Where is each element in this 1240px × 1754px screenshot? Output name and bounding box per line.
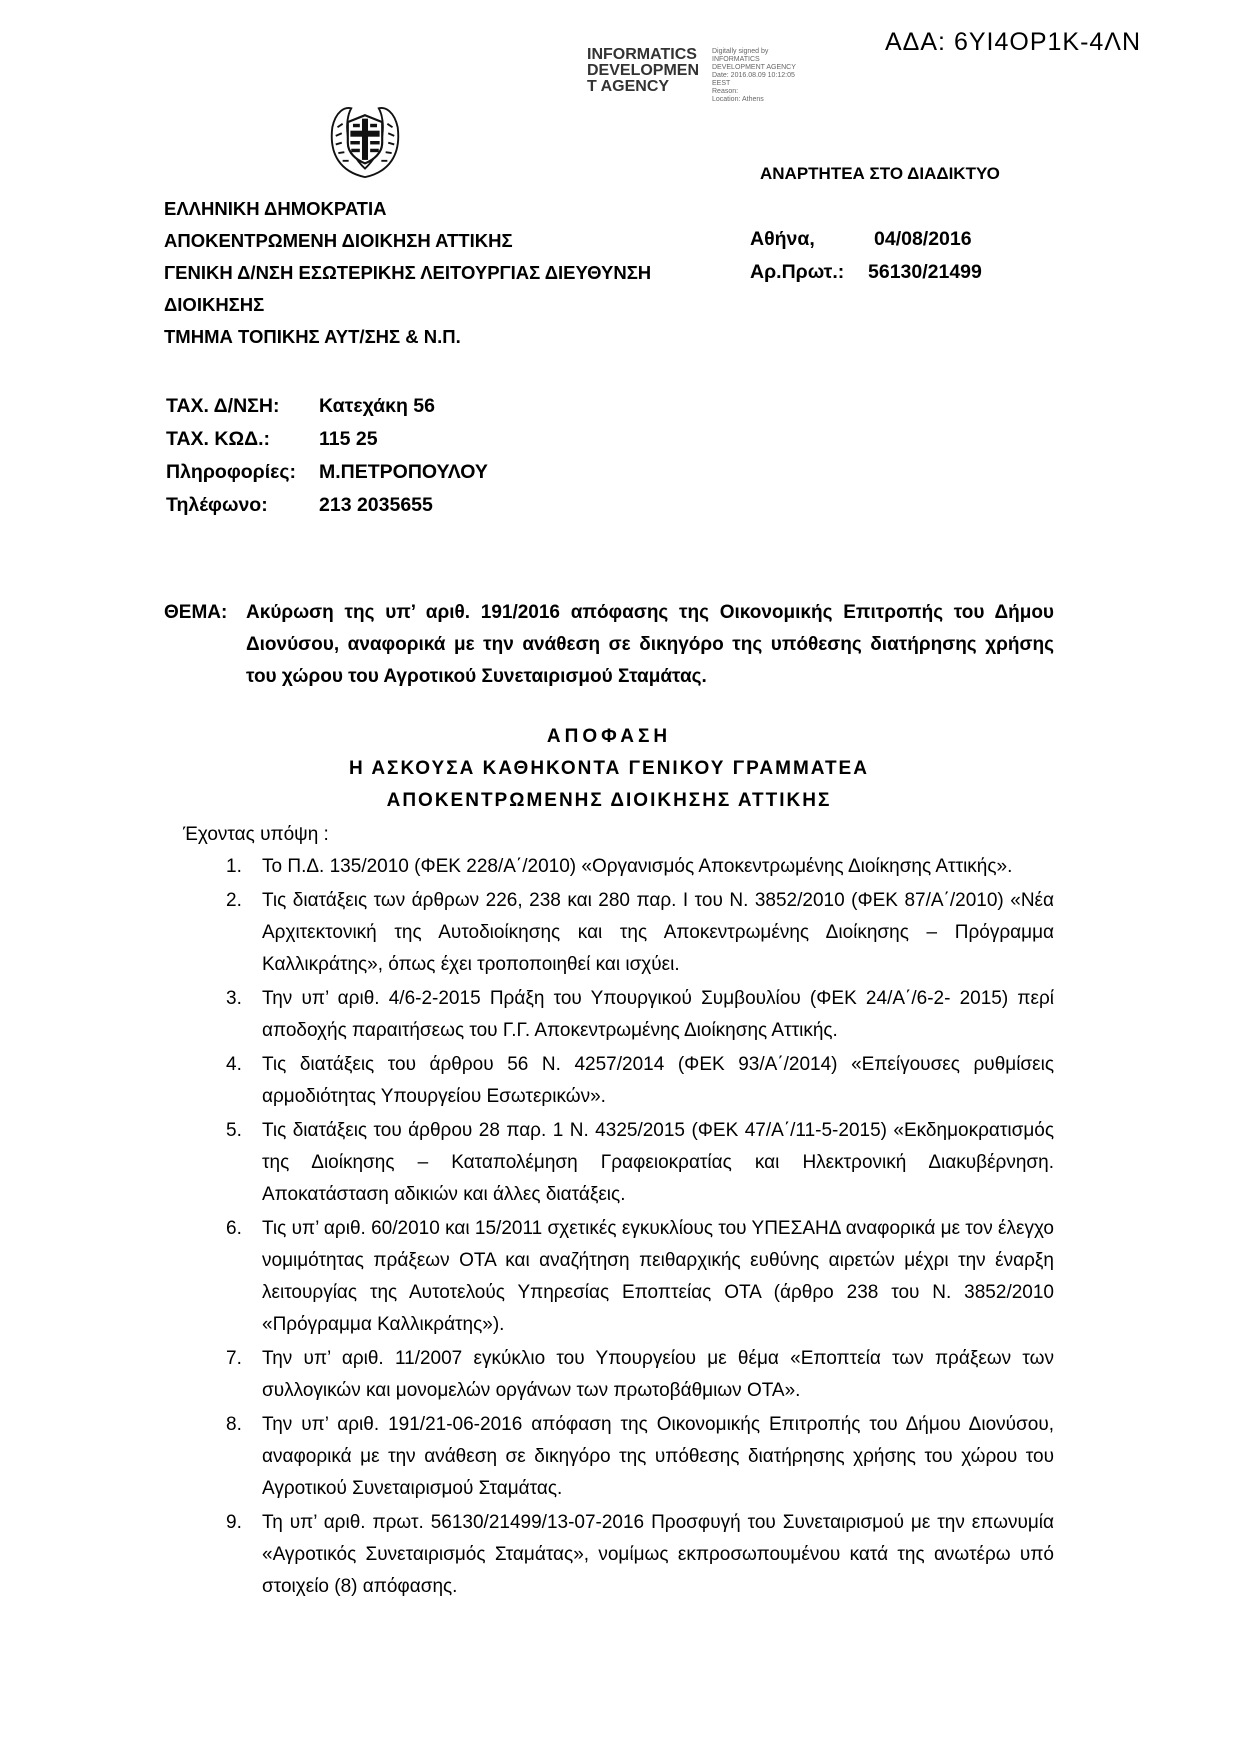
- signature-detail-line: Location: Athens: [712, 96, 764, 103]
- signature-detail-line: INFORMATICS: [712, 56, 760, 63]
- document-date: 04/08/2016: [874, 228, 972, 250]
- signature-detail-line: Digitally signed by: [712, 48, 769, 55]
- considerations-intro: Έχοντας υπόψη :: [183, 824, 329, 845]
- list-item-number: 3.: [226, 988, 242, 1009]
- list-item: [164, 1213, 1054, 1341]
- list-item: [164, 1115, 1054, 1211]
- contact-label: Πληροφορίες:: [166, 461, 297, 483]
- contact-value: 115 25: [319, 428, 378, 450]
- list-item-text: Τις διατάξεις του άρθρου 56 Ν. 4257/2014 (ΦΕΚ 93/Α΄/2014) «Επείγουσες ρυθμίσεις αρμοδιότητας Υπουργείου Εσωτερικών».: [262, 1054, 1054, 1107]
- contact-label: ΤΑΧ. ΚΩΔ.:: [166, 428, 271, 450]
- subject-block: [164, 597, 1054, 693]
- contact-value: 213 2035655: [319, 494, 433, 516]
- signature-agency-line: T AGENCY: [587, 78, 670, 95]
- list-item: [164, 983, 1054, 1047]
- list-item-number: 4.: [226, 1054, 242, 1075]
- list-item-text: Την υπ’ αριθ. 11/2007 εγκύκλιο του Υπουργείου με θέμα «Εποπτεία των πράξεων των συλλογικών και μονομελών οργάνων των πρωτοβάθμιων ΟΤΑ».: [262, 1348, 1054, 1401]
- list-item-text: Τις υπ’ αριθ. 60/2010 και 15/2011 σχετικές εγκυκλίους του ΥΠΕΣΑΗΔ αναφορικά με τον έλεγχο νομιμότητας πράξεων ΟΤΑ και αναζήτηση πειθαρχικής ευθύνης αιρετών μέχρι την έναρξη λειτουργίας της Αυτοτελούς Υπηρεσίας Εποπτείας ΟΤΑ (άρθρο 238 του Ν. 3852/2010 «Πρόγραμμα Καλλικράτης»).: [262, 1218, 1054, 1335]
- list-item: [164, 885, 1054, 981]
- decision-heading-line: Η ΑΣΚΟΥΣΑ ΚΑΘΗΚΟΝΤΑ ΓΕΝΙΚΟΥ ΓΡΑΜΜΑΤΕΑ: [349, 758, 869, 779]
- org-line: ΤΜΗΜΑ ΤΟΠΙΚΗΣ ΑΥΤ/ΣΗΣ & Ν.Π.: [164, 326, 461, 347]
- contact-row: [166, 489, 433, 522]
- org-line: ΔΙΟΙΚΗΣΗΣ: [164, 294, 265, 315]
- signature-detail-line: Date: 2016.08.09 10:12:05: [712, 72, 795, 79]
- considerations-list: [164, 851, 1054, 1605]
- protocol-label: Αρ.Πρωτ.:: [750, 261, 845, 283]
- signature-agency: [587, 47, 699, 95]
- contact-value: Μ.ΠΕΤΡΟΠΟΥΛΟΥ: [319, 461, 488, 483]
- list-item-text: Τις διατάξεις των άρθρων 226, 238 και 280 παρ. Ι του Ν. 3852/2010 (ΦΕΚ 87/Α΄/2010) «Νέα Αρχιτεκτονική της Αυτοδιοίκησης και της Αποκεντρωμένης Διοίκησης – Πρόγραμμα Καλλικράτης», όπως έχει τροποποιηθεί και ισχύει.: [262, 890, 1054, 975]
- decision-heading-line: ΑΠΟΚΕΝΤΡΩΜΕΝΗΣ ΔΙΟΙΚΗΣΗΣ ΑΤΤΙΚΗΣ: [386, 790, 832, 811]
- signature-detail: [712, 48, 796, 104]
- list-item-number: 6.: [226, 1218, 242, 1239]
- list-item-text: Τη υπ’ αριθ. πρωτ. 56130/21499/13-07-2016 Προσφυγή του Συνεταιρισμού με την επωνυμία «Αγροτικός Συνεταιρισμός Σταμάτας», νομίμως εκπροσωπουμένου κατά της ανωτέρω υπό στοιχείο (8) απόφασης.: [262, 1512, 1054, 1597]
- contact-value: Κατεχάκη 56: [319, 395, 435, 417]
- list-item-number: 2.: [226, 890, 242, 911]
- post-online-label: ΑΝΑΡΤΗΤΕΑ ΣΤΟ ΔΙΑΔΙΚΤΥΟ: [760, 164, 1000, 183]
- signature-detail-line: Reason:: [712, 88, 739, 95]
- contact-block: [166, 390, 488, 522]
- signature-detail-line: EEST: [712, 80, 731, 87]
- decision-title: ΑΠΟΦΑΣΗ: [546, 726, 672, 747]
- signature-agency-line: INFORMATICS: [587, 46, 697, 63]
- list-item-text: Την υπ’ αριθ. 191/21-06-2016 απόφαση της Οικονομικής Επιτροπής του Δήμου Διονύσου, αναφορικά με την ανάθεση σε δικηγόρο της υπόθεσης διατήρησης χρήσης του χώρου του Αγροτικού Συνεταιρισμού Σταμάτας.: [262, 1414, 1054, 1499]
- organization-block: [164, 193, 651, 353]
- contact-row: [166, 390, 435, 423]
- signature-detail-line: DEVELOPMENT AGENCY: [712, 64, 796, 71]
- contact-row: [166, 456, 488, 489]
- list-item-number: 5.: [226, 1120, 242, 1141]
- list-item-text: Την υπ’ αριθ. 4/6-2-2015 Πράξη του Υπουργικού Συμβουλίου (ΦΕΚ 24/Α΄/6-2- 2015) περί αποδοχής παραιτήσεως του Γ.Γ. Αποκεντρωμένης Διοίκησης Αττικής.: [262, 988, 1054, 1041]
- contact-row: [166, 423, 378, 456]
- protocol-number: 56130/21499: [868, 261, 982, 283]
- contact-label: ΤΑΧ. Δ/ΝΣΗ:: [166, 395, 280, 417]
- list-item-number: 7.: [226, 1348, 242, 1369]
- contact-label: Τηλέφωνο:: [166, 494, 268, 516]
- ada-code: ΑΔΑ: 6ΥΙ4ΟΡ1Κ-4ΛΝ: [885, 28, 1142, 56]
- list-item-number: 9.: [226, 1512, 242, 1533]
- org-line: ΑΠΟΚΕΝΤΡΩΜΕΝΗ ΔΙΟΙΚΗΣΗ ΑΤΤΙΚΗΣ: [164, 230, 513, 251]
- list-item-text: Τις διατάξεις του άρθρου 28 παρ. 1 Ν. 4325/2015 (ΦΕΚ 47/Α΄/11-5-2015) «Εκδημοκρατισμός της Διοίκησης – Καταπολέμηση Γραφειοκρατίας και Ηλεκτρονική Διακυβέρνηση. Αποκατάσταση αδικιών και άλλες διατάξεις.: [262, 1120, 1054, 1205]
- greek-emblem-icon: [322, 98, 408, 184]
- org-line: ΓΕΝΙΚΗ Δ/ΝΣΗ ΕΣΩΤΕΡΙΚΗΣ ΛΕΙΤΟΥΡΓΙΑΣ ΔΙΕΥΘΥΝΣΗ: [164, 262, 652, 283]
- list-item: [164, 1409, 1054, 1505]
- protocol-row: [750, 261, 982, 284]
- list-item-number: 8.: [226, 1414, 242, 1435]
- list-item: [164, 1343, 1054, 1407]
- org-line: ΕΛΛΗΝΙΚΗ ΔΗΜΟΚΡΑΤΙΑ: [164, 198, 387, 219]
- list-item: [164, 851, 1054, 883]
- list-item-text: Το Π.Δ. 135/2010 (ΦΕΚ 228/Α΄/2010) «Οργανισμός Αποκεντρωμένης Διοίκησης Αττικής».: [262, 856, 1013, 877]
- signature-agency-line: DEVELOPMEN: [587, 62, 700, 79]
- subject-text: Ακύρωση της υπ’ αριθ. 191/2016 απόφασης της Οικονομικής Επιτροπής του Δήμου Διονύσου, αναφορικά με την ανάθεση σε δικηγόρο της υπόθεσης διατήρησης χρήσης του χώρου του Αγροτικού Συνεταιρισμού Σταμάτας.: [246, 602, 1054, 687]
- subject-label: ΘΕΜΑ:: [164, 602, 228, 623]
- list-item-number: 1.: [226, 856, 242, 877]
- list-item: [164, 1049, 1054, 1113]
- place-label: Αθήνα,: [750, 228, 815, 250]
- list-item: [164, 1507, 1054, 1603]
- date-row: [750, 228, 972, 251]
